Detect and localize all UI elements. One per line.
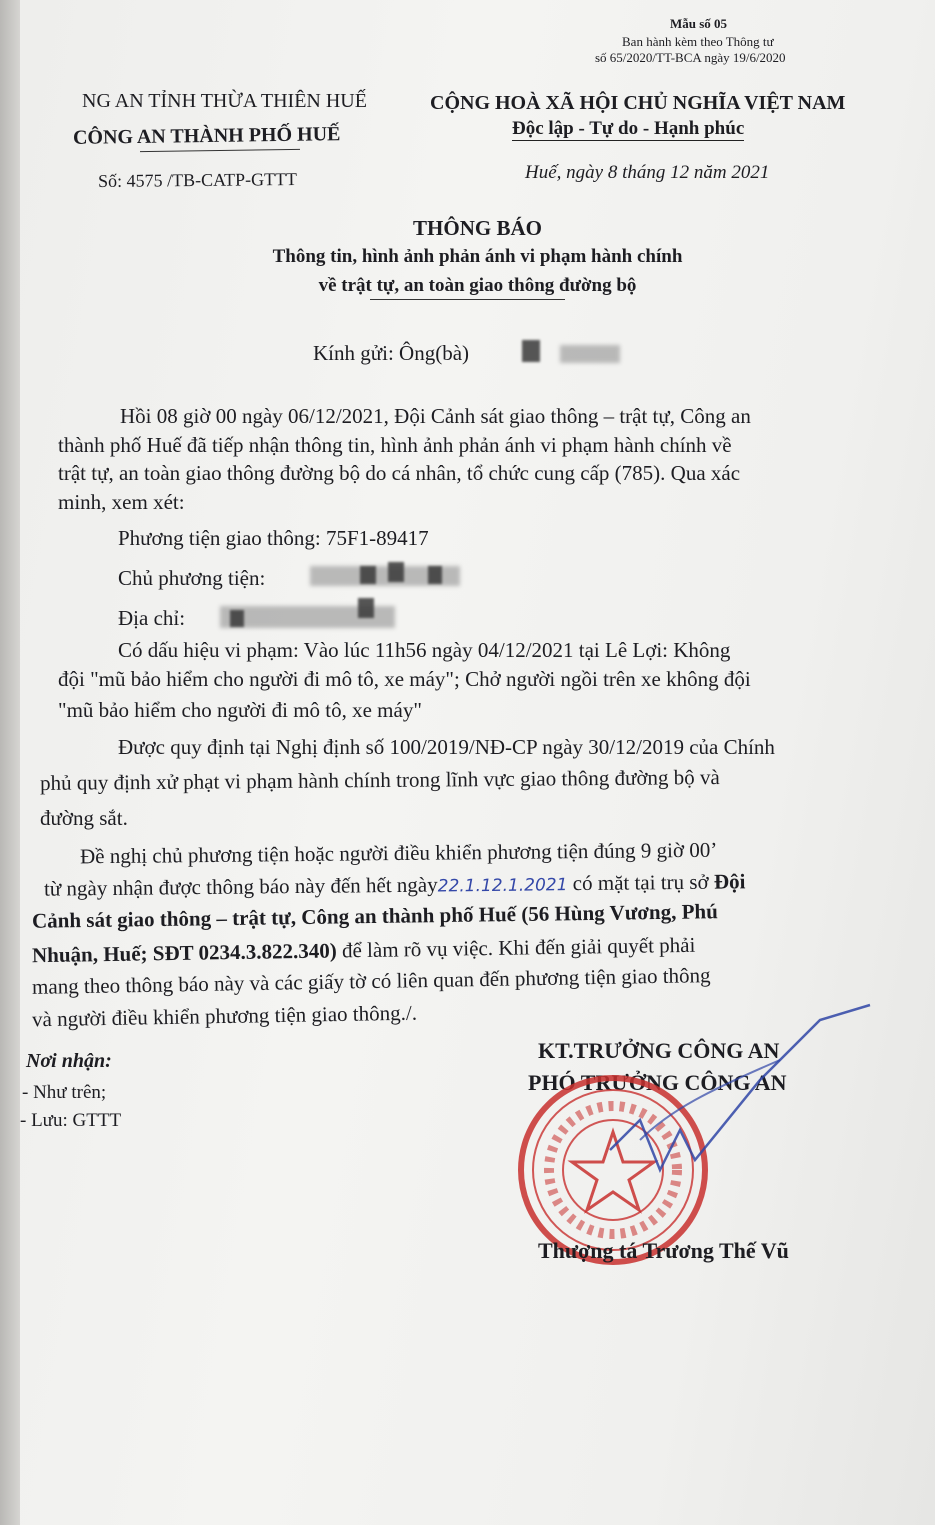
form-number: Mẫu số 05 (670, 16, 728, 31)
recipients-title: Nơi nhận: (26, 1050, 112, 1072)
background-edge (0, 0, 20, 1525)
signature-title-1: KT.TRƯỞNG CÔNG AN (538, 1038, 780, 1063)
request-line2 (44, 869, 746, 901)
signer-name: Thượng tá Trương Thế Vũ (538, 1238, 789, 1263)
request-contact: Nhuận, Huế; SĐT 0234.3.822.340) (31, 938, 337, 968)
subtitle-underline (370, 299, 565, 300)
legal-line3: đường sắt. (40, 806, 128, 830)
request-text-b: có mặt tại trụ sở (572, 869, 709, 896)
recipients-item-2: - Lưu: GTTT (20, 1110, 122, 1131)
redacted-address-2 (358, 598, 374, 618)
para1-line1: Hồi 08 giờ 00 ngày 06/12/2021, Đội Cảnh sát giao thông – trật tự, Công an (120, 404, 751, 428)
document-number: Số: 4575 /TB-CATP-GTTT (97, 168, 298, 192)
recipients-item-1: - Như trên; (22, 1082, 107, 1103)
violation-line1: Có dấu hiệu vi phạm: Vào lúc 11h56 ngày 04/12/2021 tại Lê Lợi: Không (118, 638, 731, 662)
agency-underline (140, 149, 300, 152)
redacted-recipient-blur (560, 345, 620, 363)
para1-line3: trật tự, an toàn giao thông đường bộ do cá nhân, tổ chức cung cấp (785). Qua xác (58, 461, 741, 485)
address-label: Địa chỉ: (118, 606, 186, 630)
handwritten-deadline-date: 22.1.12.1.2021 (437, 875, 568, 897)
signature-title-2: PHÓ TRƯỞNG CÔNG AN (528, 1070, 787, 1095)
handwritten-signature (580, 1000, 880, 1200)
recipient-label: Kính gửi: Ông(bà) (313, 341, 470, 365)
request-line5: mang theo thông báo này và các giấy tờ có liên quan đến phương tiện giao thông (31, 963, 711, 999)
agency-name: CÔNG AN THÀNH PHỐ HUẾ (72, 123, 341, 149)
para1-line4: minh, xem xét: (58, 490, 185, 514)
agency-parent: NG AN TỈNH THỪA THIÊN HUẾ (82, 90, 367, 112)
redacted-recipient (522, 340, 540, 362)
redacted-owner-1 (360, 566, 376, 584)
form-circular-line: số 65/2020/TT-BCA ngày 19/6/2020 (595, 50, 786, 65)
owner-label: Chủ phương tiện: (118, 566, 266, 590)
nation-name: CỘNG HOÀ XÃ HỘI CHỦ NGHĨA VIỆT NAM (430, 92, 846, 114)
violation-line2: đội "mũ bảo hiểm cho người đi mô tô, xe máy"; Chở người ngồi trên xe không đội (58, 667, 751, 691)
vehicle-plate: Phương tiện giao thông: 75F1-89417 (118, 526, 429, 550)
redacted-owner-2 (388, 562, 404, 582)
document-page (20, 0, 935, 1525)
document-date: Huế, ngày 8 tháng 12 năm 2021 (525, 162, 770, 183)
request-line1: Đề nghị chủ phương tiện hoặc người điều khiển phương tiện đúng 9 giờ 00’ (79, 837, 718, 869)
request-line3: Cảnh sát giao thông – trật tự, Công an thành phố Huế (56 Hùng Vương, Phú (31, 899, 718, 933)
legal-line2: phủ quy định xử phạt vi phạm hành chính trong lĩnh vực giao thông đường bộ và (39, 765, 720, 795)
request-text-a: từ ngày nhận được thông báo này đến hết ngày (43, 872, 438, 901)
legal-line1: Được quy định tại Nghị định số 100/2019/NĐ-CP ngày 30/12/2019 của Chính (118, 735, 775, 759)
request-text-d: để làm rõ vụ việc. Khi đến giải quyết phải (341, 932, 696, 963)
request-text-c: Đội (713, 869, 746, 894)
redacted-owner-3 (428, 566, 442, 584)
para1-line2: thành phố Huế đã tiếp nhận thông tin, hình ảnh phản ánh vi phạm hành chính về (58, 433, 732, 457)
document-title: THÔNG BÁO (413, 216, 542, 240)
request-line4 (32, 933, 696, 968)
form-issuance-line: Ban hành kèm theo Thông tư (622, 34, 774, 49)
request-line6: và người điều khiển phương tiện giao thông./. (31, 1000, 418, 1032)
motto: Độc lập - Tự do - Hạnh phúc (512, 118, 745, 139)
redacted-address-1 (230, 610, 244, 627)
document-subtitle-line-2: về trật tự, an toàn giao thông đường bộ (318, 275, 637, 296)
violation-line3: "mũ bảo hiểm cho người đi mô tô, xe máy" (58, 698, 422, 722)
document-subtitle-line-1: Thông tin, hình ảnh phản ánh vi phạm hành chính (272, 246, 683, 267)
